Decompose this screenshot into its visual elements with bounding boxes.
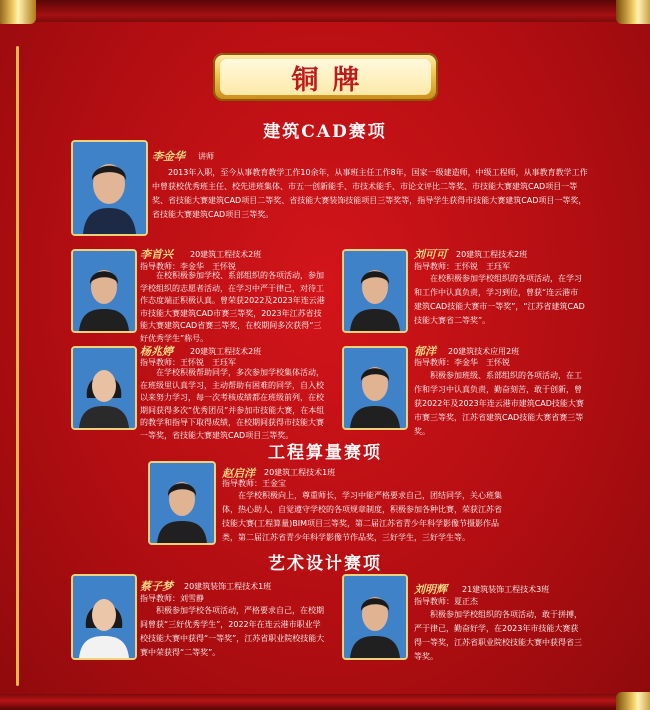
student-name: 刘明辉 <box>414 583 447 596</box>
scroll-top-border <box>0 0 650 22</box>
student-class: 20建筑工程技术2班 <box>190 250 262 259</box>
student-advisor: 指导教师：李金华 王怀锐 <box>414 358 510 367</box>
student-advisor: 指导教师：李金华 王怀锐 <box>140 262 236 271</box>
scroll-rod-top-left <box>0 0 36 24</box>
student-bio: 在校积极参加学校组织的各项活动，在学习和工作中认真负责，学习到位，曾获“连云港市建筑CAD技能大赛市一等奖”，“江苏省建筑CAD技能大赛省二等奖”。 <box>414 274 585 325</box>
student-photo <box>342 346 408 430</box>
student-photo <box>148 461 216 545</box>
student-class: 20建筑装饰工程技术1班 <box>184 582 272 591</box>
teacher-photo <box>71 140 148 236</box>
teacher-name: 李金华 <box>152 150 185 163</box>
scroll-bottom-border <box>0 694 650 710</box>
student-name: 刘可可 <box>414 248 447 261</box>
student-photo <box>71 249 137 333</box>
scroll-rod-bottom-right <box>616 692 650 710</box>
teacher-bio: 2013年入职，至今从事教育教学工作10余年，从事班主任工作8年，国家一级建造师，中级工程师，从事教育教学工作中曾获校优秀班主任、校先进班集体、市五一创新能手、市技术能手、市论文评比二等奖、市技能大赛建筑CAD项目一等奖、省技能大赛建筑CAD项目二等奖、省技能大赛装饰技能项目三等奖等，指导学生获得市技能大赛建筑CAD项目一等奖，省技能大赛建筑CAD项目三等奖。 <box>152 168 588 219</box>
section-title-art: 艺术设计赛项 <box>268 554 382 574</box>
student-bio: 在校积极参加学校、系部组织的各项活动，参加学校组织的志愿者活动，在学习中严于律己，对待工作态度端正积极认真。曾荣获2022及2023年连云港市技能大赛建筑CAD市赛三等奖，2023年江苏省技能大赛建筑CAD省赛三等奖，在校期间多次获得“三好优秀学生”称号。 <box>140 271 325 343</box>
award-title: 铜牌 <box>291 64 374 96</box>
student-photo <box>342 574 408 660</box>
student-advisor: 指导教师：刘雪静 <box>140 594 204 603</box>
student-photo <box>342 249 408 333</box>
student-bio: 积极参加班级、系部组织的各项活动，在工作和学习中认真负责，勤奋刻苦，敢于创新，曾获2022年及2023年连云港市建筑CAD技能大赛市赛三等奖，江苏省建筑CAD技能大赛省赛三等奖。 <box>414 371 584 436</box>
teacher-title: 讲师 <box>198 152 214 161</box>
student-name: 李首兴 <box>140 248 173 261</box>
student-advisor: 指导教师：王怀锐 王珏军 <box>414 262 510 271</box>
scroll-rod-top-right <box>616 0 650 24</box>
award-banner <box>213 53 438 101</box>
student-bio: 在学校积极向上，尊重师长，学习中能严格要求自己，团结同学，关心班集体，热心助人，自觉遵守学校的各项规章制度，积极参加各种比赛，荣获江苏省技能大赛(工程算量)BIM项目三等奖，第二届江苏省青少年科学影像节摄影作品类，第二届江苏省青少年科学影像节作品奖，三好学生，三好学生等。 <box>222 491 502 542</box>
student-class: 20建筑工程技术1班 <box>264 468 336 477</box>
student-name: 郁洋 <box>414 345 436 358</box>
student-class: 20建筑工程技术2班 <box>190 347 262 356</box>
student-advisor: 指导教师：王怀锐 王珏军 <box>140 358 236 367</box>
student-photo <box>71 574 137 660</box>
student-class: 20建筑技术应用2班 <box>448 347 520 356</box>
student-photo <box>71 346 137 430</box>
student-bio: 在学校积极帮助同学，多次参加学校集体活动，在班级里认真学习，主动帮助有困难的同学，自入校以来努力学习，每一次考核成绩都在班级前列，在校期间获得多次“优秀团员”并参加市技能大赛，在本组的教学和指导下取得成绩，在校期间获得市技能大赛一等奖，省技能大赛建筑CAD项目三等奖。 <box>140 368 325 440</box>
student-class: 20建筑工程技术2班 <box>456 250 528 259</box>
section-title-cad: 建筑CAD赛项 <box>263 122 387 142</box>
student-class: 21建筑装饰工程技术3班 <box>462 585 550 594</box>
student-bio: 积极参加学校各项活动，严格要求自己，在校期间曾获“三好优秀学生”，2022年在连云港市职业学校技能大赛中获得“一等奖”，江苏省职业院校技能大赛中荣获得“二等奖”。 <box>140 606 325 657</box>
student-name: 赵启洋 <box>222 467 255 480</box>
section-title-costing: 工程算量赛项 <box>268 443 382 463</box>
student-advisor: 指导教师：夏正杰 <box>414 597 478 606</box>
student-advisor: 指导教师：王金宝 <box>222 479 286 488</box>
student-bio: 积极参加学校组织的各项活动，敢于拼搏，严于律己，勤奋好学，在2023年市技能大赛获得一等奖，江苏省职业院校技能大赛中获得省三等奖。 <box>414 610 582 661</box>
student-name: 蔡子梦 <box>140 580 173 593</box>
decorative-gold-line <box>16 46 19 686</box>
student-name: 杨兆婷 <box>140 345 173 358</box>
